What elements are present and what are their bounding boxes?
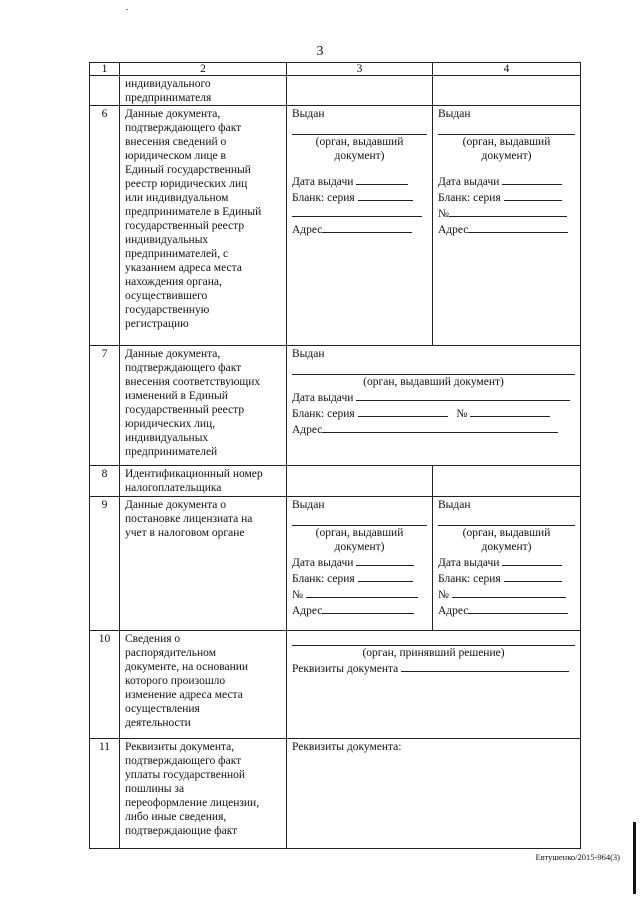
issued-by-label: Выдан <box>438 108 471 120</box>
decision-authority-field[interactable] <box>292 632 575 646</box>
form-series-label: Бланк: серия <box>292 192 355 204</box>
row-number: 9 <box>90 497 120 631</box>
issued-by-label: Выдан <box>292 108 325 120</box>
column-header-1: 1 <box>90 63 120 76</box>
address-label: Адрес <box>438 605 469 617</box>
document-details-label: Реквизиты документа: <box>292 741 402 753</box>
address-field[interactable] <box>322 421 558 433</box>
application-form-table <box>89 62 581 849</box>
form-series-field[interactable] <box>358 189 413 201</box>
form-number-field[interactable] <box>306 586 418 598</box>
issuing-authority-caption: (орган, выдавший <box>315 136 404 148</box>
issuing-authority-caption: (орган, выдавший <box>462 527 551 539</box>
form-series-label: Бланк: серия <box>292 408 355 420</box>
form-number-field[interactable] <box>452 586 566 598</box>
row-description: индивидуального предпринимателя <box>120 76 287 106</box>
table-row-6 <box>90 106 581 346</box>
address-field[interactable] <box>468 602 568 614</box>
row-description: Сведения о распорядительном документе, на основании которого произошло изменение адреса места осуществления деятельности <box>120 631 287 739</box>
row-description: Данные документа, подтверждающего факт внесения соответствующих изменений в Единый государственный реестр юридических лиц, индивидуальных предпринимателей <box>120 346 287 466</box>
number-label: № <box>456 408 468 420</box>
issue-date-label: Дата выдачи <box>438 557 500 569</box>
column-header-2: 2 <box>120 63 287 76</box>
decision-authority-caption: (орган, принявший решение) <box>362 647 505 659</box>
column-header-3: 3 <box>287 63 433 76</box>
issue-date-label: Дата выдачи <box>292 557 354 569</box>
address-field[interactable] <box>468 221 568 233</box>
row-number: 8 <box>90 466 120 497</box>
address-field[interactable] <box>322 221 412 233</box>
table-row-11 <box>90 739 581 849</box>
address-label: Адрес <box>292 605 323 617</box>
issuing-authority-caption: (орган, выдавший <box>315 527 404 539</box>
form-series-label: Бланк: серия <box>438 192 501 204</box>
issuer-block-merged <box>287 346 581 466</box>
form-number-field[interactable] <box>449 205 567 217</box>
table-row-10 <box>90 631 581 739</box>
row-description: Данные документа, подтверждающего факт внесения сведений о юридическом лице в Единый государственный реестр юридических лиц или индивидуальном предпринимателе в Единый государственный реестр индивидуальных предпринимателей, с указанием адреса места нахождения органа, осуществившего государственную регистрацию <box>120 106 287 346</box>
issuer-block-col3: Выдан (орган, выдавший документ) Дата выдачи Бланк: серия № Адрес <box>287 497 433 631</box>
issuing-authority-caption: (орган, выдавший <box>462 136 551 148</box>
number-label: № <box>292 589 303 601</box>
issue-date-field[interactable] <box>356 554 414 566</box>
document-code: Евтушенко/2015-964(3) <box>535 852 620 862</box>
form-number-field[interactable] <box>470 405 550 417</box>
table-row-7 <box>90 346 581 466</box>
issue-date-field[interactable] <box>502 554 562 566</box>
issue-date-field[interactable] <box>356 173 408 185</box>
issue-date-field[interactable] <box>502 173 562 185</box>
number-label: № <box>438 589 449 601</box>
form-series-label: Бланк: серия <box>438 573 501 585</box>
table-row-8 <box>90 466 581 497</box>
document-details-field[interactable] <box>401 660 569 672</box>
issued-by-field[interactable] <box>292 512 427 526</box>
tin-field-col4[interactable] <box>433 466 581 497</box>
issuer-block-col3: Выдан (орган, выдавший документ) Дата выдачи Бланк: серия Адрес <box>287 106 433 346</box>
address-label: Адрес <box>292 424 323 436</box>
issuer-block-col4: Выдан (орган, выдавший документ) Дата выдачи Бланк: серия № Адрес <box>433 497 581 631</box>
issued-by-field[interactable] <box>438 121 575 135</box>
column-header-4: 4 <box>433 63 581 76</box>
decision-block <box>287 631 581 739</box>
column-header-row <box>90 63 581 76</box>
row-description: Реквизиты документа, подтверждающего факт уплаты государственной пошлины за переоформление лицензии, либо иные сведения, подтверждающие факт <box>120 739 287 849</box>
issued-by-field[interactable] <box>292 361 575 375</box>
row-description: Идентификационный номер налогоплательщика <box>120 466 287 497</box>
form-series-field[interactable] <box>358 570 413 582</box>
form-number-field[interactable] <box>292 205 422 217</box>
row-number: 7 <box>90 346 120 466</box>
tin-field-col3[interactable] <box>287 466 433 497</box>
row-description: Данные документа о постановке лицензиата на учет в налоговом органе <box>120 497 287 631</box>
address-field[interactable] <box>322 602 414 614</box>
payment-details-block <box>287 739 581 849</box>
address-label: Адрес <box>292 224 323 236</box>
document-details-label: Реквизиты документа <box>292 663 399 675</box>
issue-date-label: Дата выдачи <box>292 176 354 188</box>
form-series-field[interactable] <box>504 570 562 582</box>
row-number: 11 <box>90 739 120 849</box>
issued-by-label: Выдан <box>292 348 325 360</box>
issue-date-label: Дата выдачи <box>292 392 354 404</box>
address-label: Адрес <box>438 224 469 236</box>
issued-by-label: Выдан <box>438 499 471 511</box>
page-number: 3 <box>316 44 324 59</box>
issued-by-field[interactable] <box>292 121 427 135</box>
scan-edge-mark <box>633 822 636 894</box>
scan-speck <box>126 9 128 10</box>
form-series-field[interactable] <box>358 405 448 417</box>
issue-date-field[interactable] <box>356 389 570 401</box>
row-number: 10 <box>90 631 120 739</box>
table-row-continuation <box>90 76 581 106</box>
issued-by-field[interactable] <box>438 512 575 526</box>
number-label: № <box>438 208 449 220</box>
issued-by-label: Выдан <box>292 499 325 511</box>
issuer-block-col4: Выдан (орган, выдавший документ) Дата выдачи Бланк: серия № Адрес <box>433 106 581 346</box>
row-number: 6 <box>90 106 120 346</box>
issue-date-label: Дата выдачи <box>438 176 500 188</box>
issuing-authority-caption: (орган, выдавший документ) <box>363 376 504 388</box>
form-series-label: Бланк: серия <box>292 573 355 585</box>
form-series-field[interactable] <box>504 189 562 201</box>
table-row-9 <box>90 497 581 631</box>
